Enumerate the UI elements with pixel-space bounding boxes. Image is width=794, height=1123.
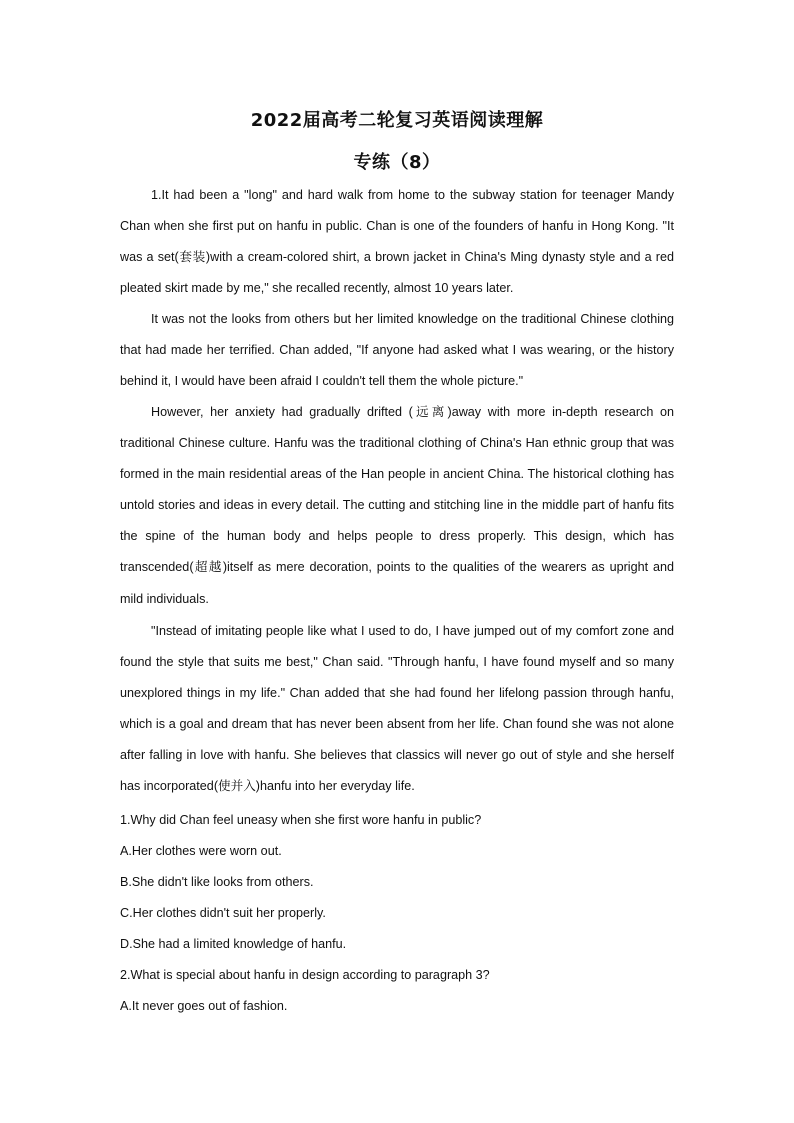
passage-paragraph-3: However, her anxiety had gradually drifted (远离)away with more in-depth research on traditional Chinese culture. Hanfu was the traditional clothing of China's Han ethnic group that was formed in the main residential areas of the Han people in ancient China. The historical clothing has untold stories and ideas in every detail. The cutting and stitching line in the middle part of hanfu fits the spine of the human body and helps people to dress properly. This design, which has transcended(超越)itself as mere decoration, points to the qualities of the wearers as upright and mild individuals.	[120, 405, 674, 606]
question-1-option-a: A.Her clothes were worn out.	[120, 844, 282, 858]
question-1-stem: 1.Why did Chan feel uneasy when she first wore hanfu in public?	[120, 813, 482, 827]
question-2-stem: 2.What is special about hanfu in design according to paragraph 3?	[120, 968, 490, 982]
passage-paragraph-4: "Instead of imitating people like what I used to do, I have jumped out of my comfort zone and found the style that suits me best," Chan said. "Through hanfu, I have found myself and so many unexplored things in my life." Chan added that she had found her lifelong passion through hanfu, which is a goal and dream that has never been absent from her life. Chan found she was not alone after falling in love with hanfu. She believes that classics will never go out of style and she herself has incorporated(使并入)hanfu into her everyday life.	[120, 624, 674, 794]
question-1-option-c: C.Her clothes didn't suit her properly.	[120, 906, 326, 920]
question-1-option-d: D.She had a limited knowledge of hanfu.	[120, 937, 347, 951]
document-title: 2022届高考二轮复习英语阅读理解	[250, 110, 544, 131]
document-subtitle: 专练（8）	[353, 152, 441, 173]
passage-paragraph-2: It was not the looks from others but her limited knowledge on the traditional Chinese clothing that had made her terrified. Chan added, "If anyone had asked what I was wearing, or the history behind it, I would have been afraid I couldn't tell them the whole picture."	[120, 312, 674, 389]
passage-paragraph-1: 1.It had been a "long" and hard walk from home to the subway station for teenager Mandy Chan when she first put on hanfu in public. Chan is one of the founders of hanfu in Hong Kong. "It was a set(套装)with a cream-colored shirt, a brown jacket in China's Ming dynasty style and a red pleated skirt made by me," she recalled recently, almost 10 years later.	[120, 188, 674, 296]
question-2-option-a: A.It never goes out of fashion.	[120, 999, 288, 1013]
question-1-option-b: B.She didn't like looks from others.	[120, 875, 314, 889]
